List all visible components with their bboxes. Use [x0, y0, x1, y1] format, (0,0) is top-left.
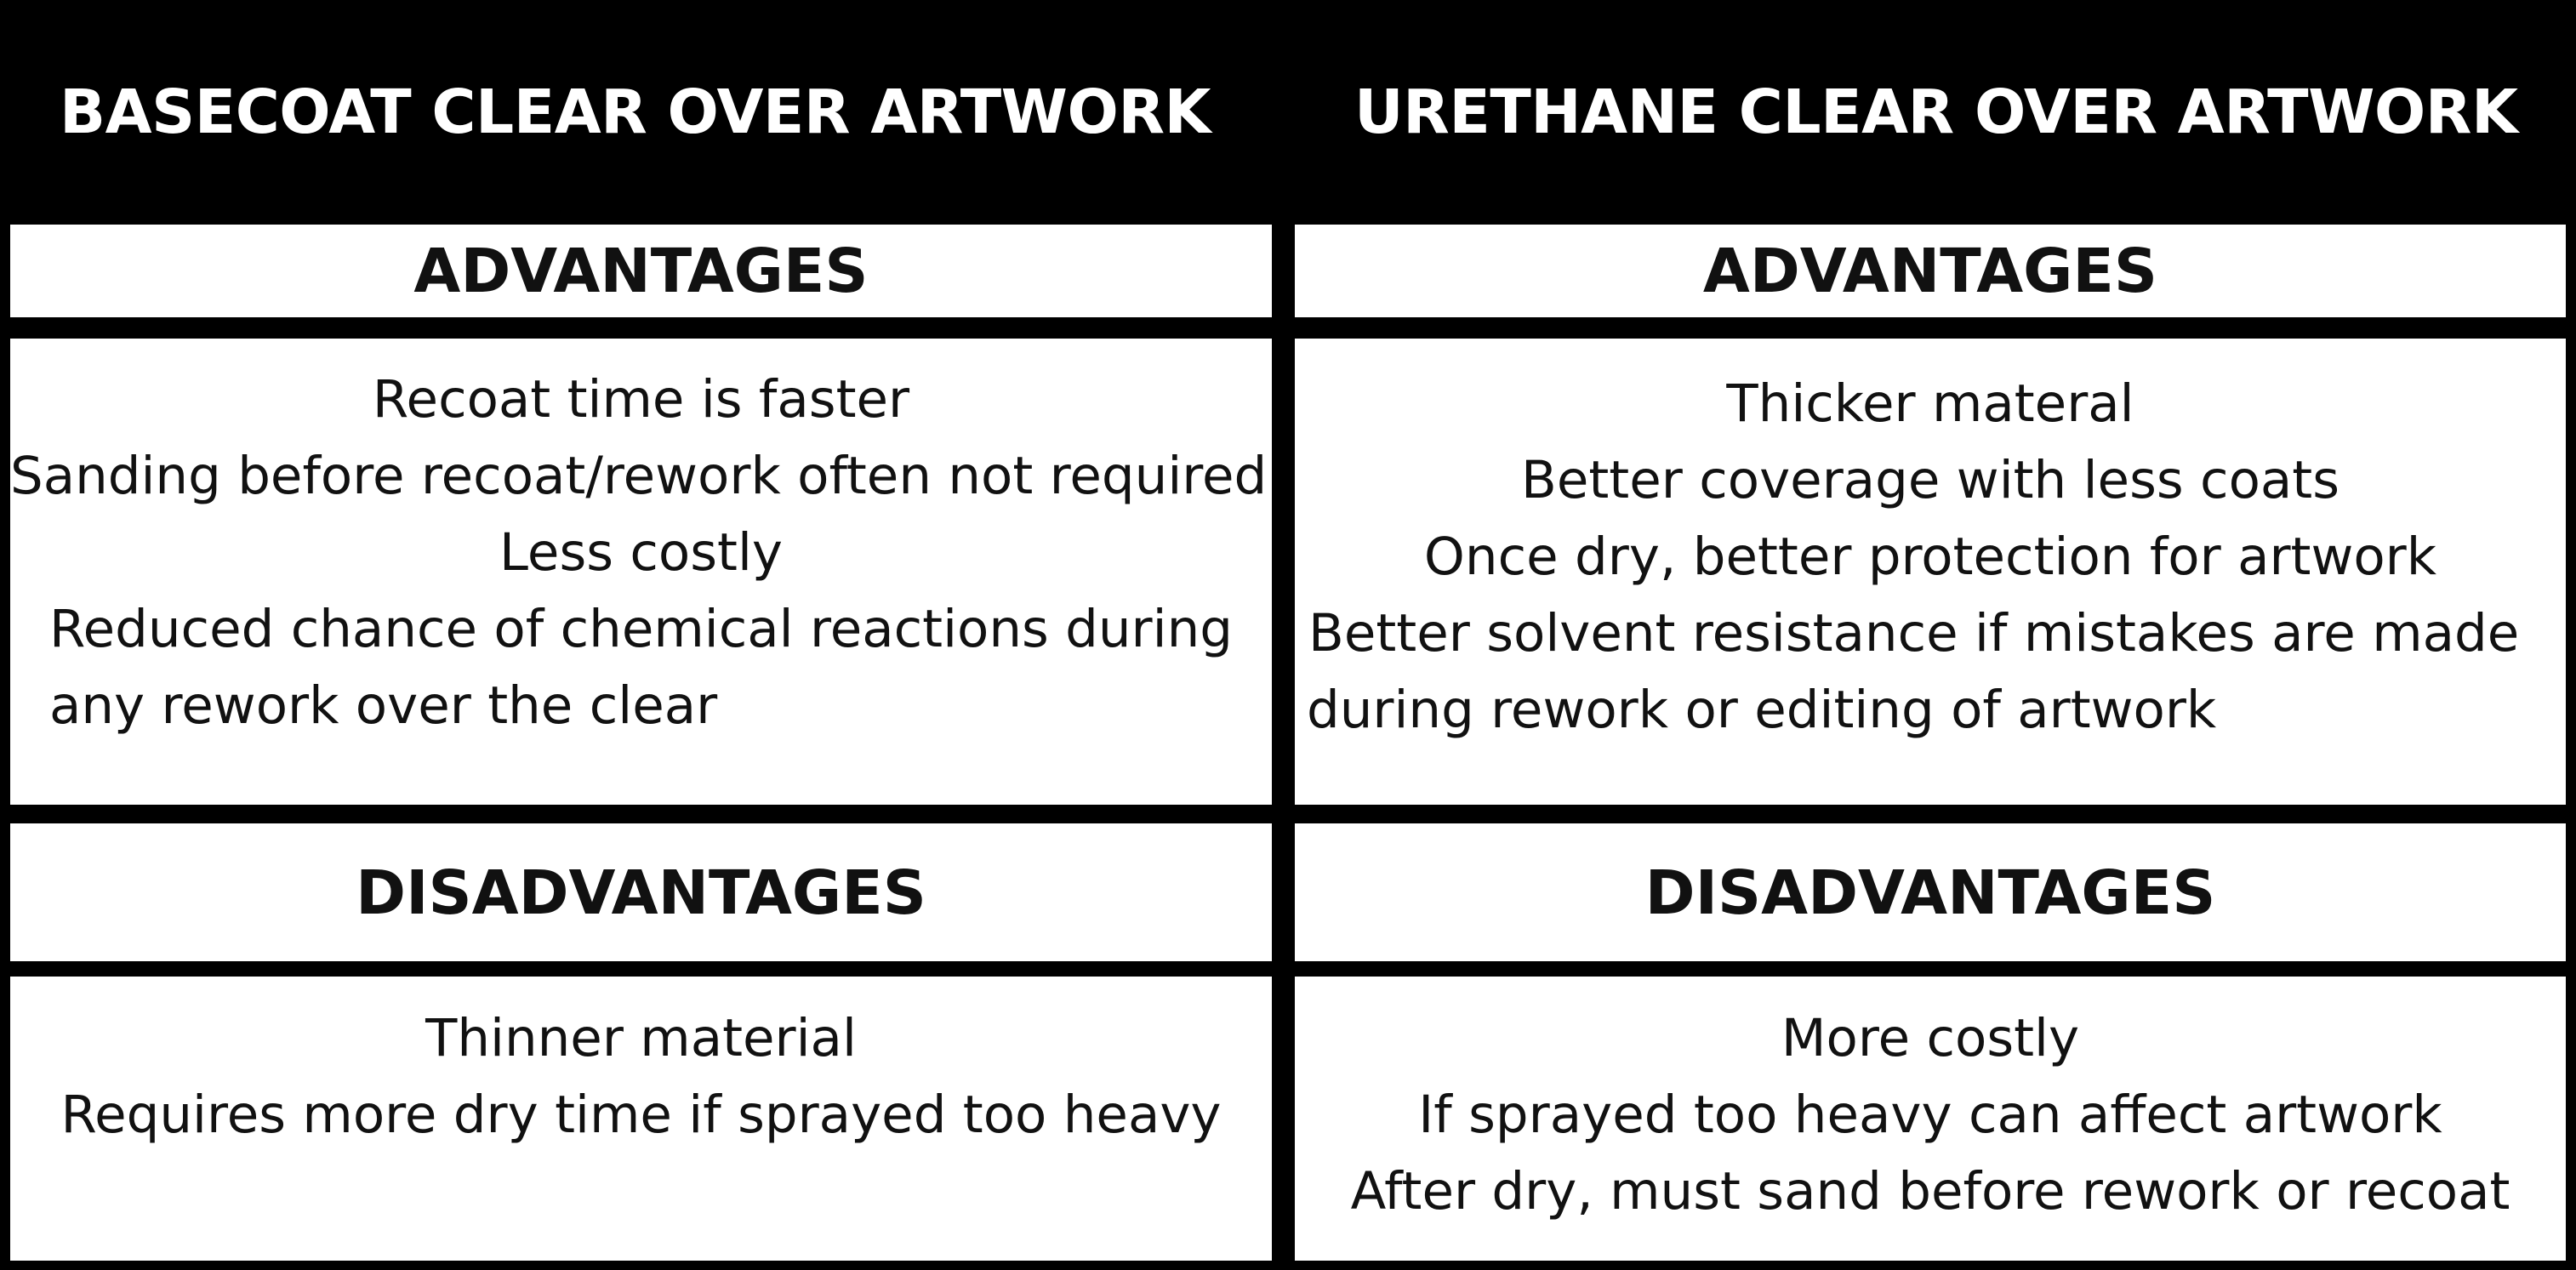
disadvantages-list-urethane: [1295, 977, 2566, 1261]
list-item: Recoat time is faster: [372, 369, 910, 430]
list-item: Sanding before recoat/rework often not required: [10, 446, 1268, 506]
advantages-heading-label: ADVANTAGES: [1702, 236, 2158, 306]
list-item: any rework over the clear: [49, 675, 718, 736]
advantages-heading-urethane: [1295, 225, 2566, 317]
list-item: Thinner material: [425, 1008, 857, 1068]
disadvantages-heading-urethane: [1295, 823, 2566, 961]
list-item: Reduced chance of chemical reactions during: [49, 599, 1233, 659]
list-item: Better solvent resistance if mistakes are made: [1308, 603, 2520, 663]
disadvantages-heading-basecoat: [10, 823, 1272, 961]
disadvantages-list-basecoat: [10, 977, 1272, 1261]
list-item: Less costly: [499, 522, 783, 583]
list-item: Better coverage with less coats: [1521, 450, 2339, 510]
column-title-basecoat: BASECOAT CLEAR OVER ARTWORK: [60, 76, 1211, 147]
disadvantages-heading-label: DISADVANTAGES: [356, 857, 926, 928]
list-item: After dry, must sand before rework or recoat: [1350, 1161, 2510, 1222]
disadvantages-heading-label: DISADVANTAGES: [1644, 857, 2216, 928]
list-item: Requires more dry time if sprayed too heavy: [60, 1085, 1222, 1145]
list-item: Once dry, better protection for artwork: [1423, 527, 2437, 587]
advantages-list-urethane: [1295, 339, 2566, 805]
list-item: If sprayed too heavy can affect artwork: [1418, 1085, 2442, 1145]
advantages-heading-label: ADVANTAGES: [413, 236, 869, 306]
advantages-heading-basecoat: [10, 225, 1272, 317]
list-item: during rework or editing of artwork: [1307, 680, 2217, 740]
list-item: More costly: [1781, 1008, 2080, 1068]
list-item: Thicker materal: [1726, 373, 2134, 434]
column-title-urethane: URETHANE CLEAR OVER ARTWORK: [1354, 76, 2518, 147]
advantages-list-basecoat: [10, 339, 1272, 805]
